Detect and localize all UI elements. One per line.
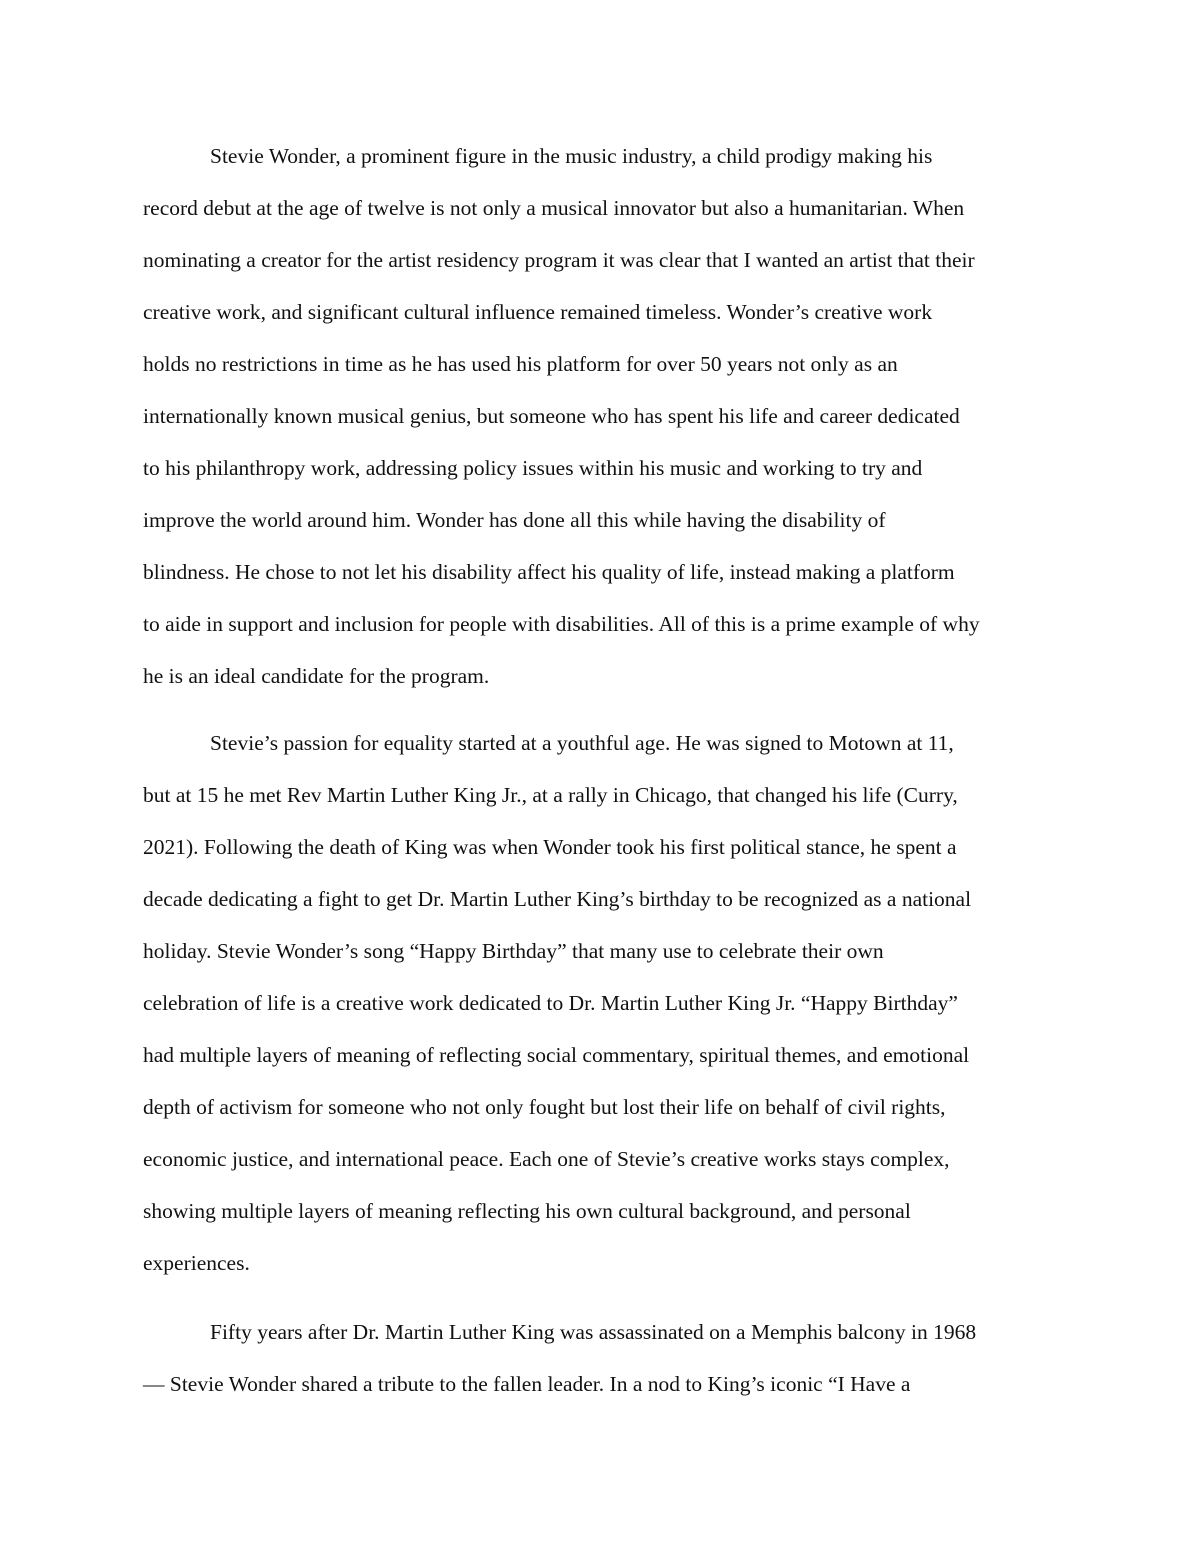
paragraph-2-line-1: Stevie’s passion for equality started at a youthful age. He was signed to Motown at 11,	[210, 731, 954, 755]
paragraph-2-line-2: but at 15 he met Rev Martin Luther King Jr., at a rally in Chicago, that changed his life (Curry,	[143, 783, 958, 807]
paragraph-1-line-3: nominating a creator for the artist residency program it was clear that I wanted an artist that their	[143, 248, 975, 272]
paragraph-1-line-1: Stevie Wonder, a prominent figure in the music industry, a child prodigy making his	[210, 144, 933, 168]
paragraph-2-line-3: 2021). Following the death of King was when Wonder took his first political stance, he spent a	[143, 835, 957, 859]
paragraph-3-line-1: Fifty years after Dr. Martin Luther King was assassinated on a Memphis balcony in 1968	[210, 1320, 977, 1344]
paragraph-1-line-5: holds no restrictions in time as he has used his platform for over 50 years not only as an	[143, 352, 898, 376]
paragraph-1-line-11: he is an ideal candidate for the program.	[143, 664, 490, 688]
paragraph-2-line-8: depth of activism for someone who not only fought but lost their life on behalf of civil rights,	[143, 1095, 946, 1119]
paragraph-1-line-7: to his philanthropy work, addressing policy issues within his music and working to try and	[143, 456, 923, 480]
paragraph-2-line-4: decade dedicating a fight to get Dr. Martin Luther King’s birthday to be recognized as a national	[143, 887, 972, 911]
paragraph-1-line-2: record debut at the age of twelve is not only a musical innovator but also a humanitarian. When	[143, 196, 965, 220]
paragraph-2-line-10: showing multiple layers of meaning reflecting his own cultural background, and personal	[143, 1199, 911, 1223]
paragraph-3-line-2: — Stevie Wonder shared a tribute to the fallen leader. In a nod to King’s iconic “I Have a	[143, 1372, 911, 1396]
paragraph-2-line-9: economic justice, and international peace. Each one of Stevie’s creative works stays complex,	[143, 1147, 950, 1171]
paragraph-2-line-7: had multiple layers of meaning of reflecting social commentary, spiritual themes, and emotional	[143, 1043, 970, 1067]
paragraph-1-line-8: improve the world around him. Wonder has done all this while having the disability of	[143, 508, 886, 532]
paragraph-2-line-5: holiday. Stevie Wonder’s song “Happy Birthday” that many use to celebrate their own	[143, 939, 884, 963]
paragraph-1-line-6: internationally known musical genius, but someone who has spent his life and career dedicated	[143, 404, 960, 428]
paragraph-2-line-11: experiences.	[143, 1251, 250, 1275]
paragraph-1-line-9: blindness. He chose to not let his disability affect his quality of life, instead making a platform	[143, 560, 955, 584]
paragraph-2-line-6: celebration of life is a creative work dedicated to Dr. Martin Luther King Jr. “Happy Birthday”	[143, 991, 958, 1015]
paragraph-1-line-10: to aide in support and inclusion for people with disabilities. All of this is a prime example of why	[143, 612, 980, 636]
paragraph-1-line-4: creative work, and significant cultural influence remained timeless. Wonder’s creative work	[143, 300, 933, 324]
